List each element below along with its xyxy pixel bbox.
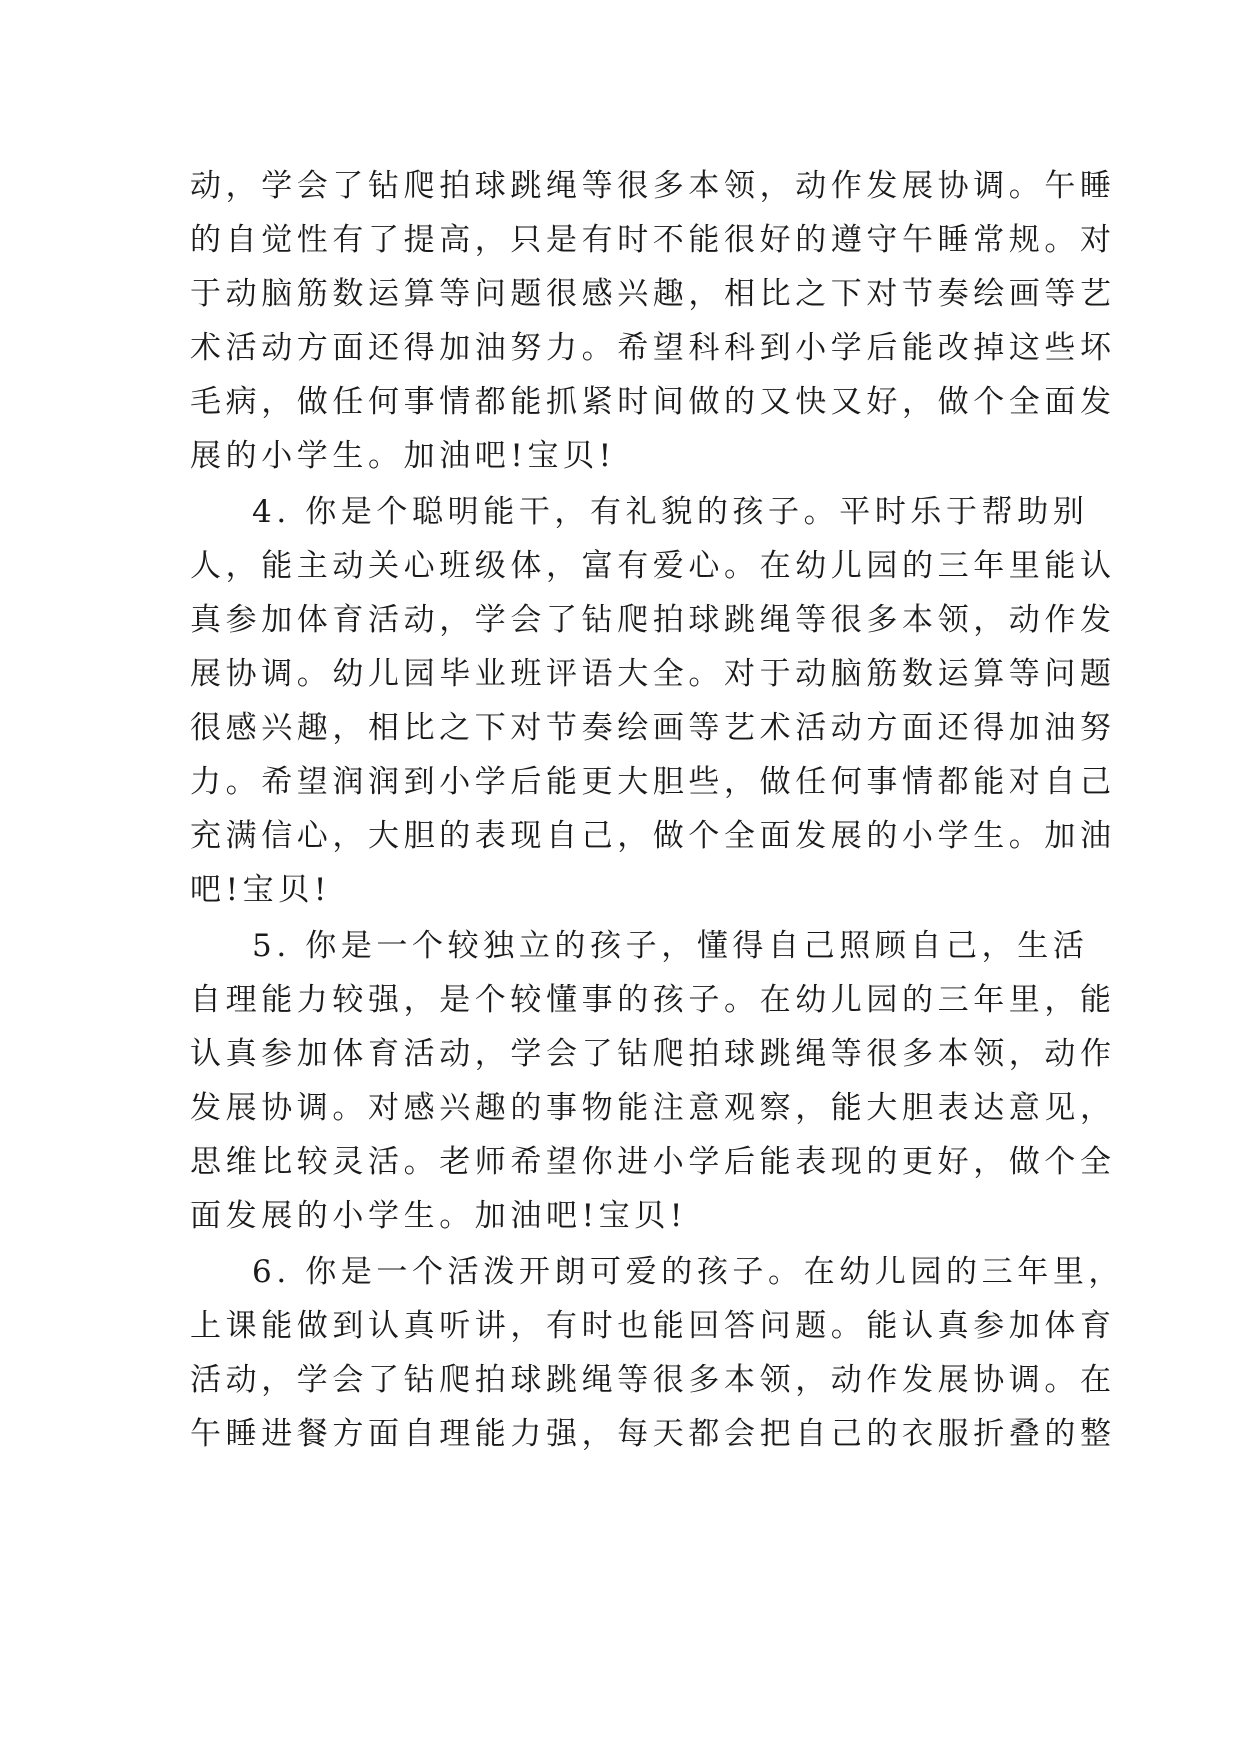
text-line: 毛病，做任何事情都能抓紧时间做的又快又好，做个全面发	[190, 384, 1116, 420]
text-line: 于动脑筋数运算等问题很感兴趣，相比之下对节奏绘画等艺	[190, 276, 1116, 312]
text-line: 充满信心，大胆的表现自己，做个全面发展的小学生。加油	[190, 818, 1116, 854]
paragraph-6-first-line: 6. 你是一个活泼开朗可爱的孩子。在幼儿园的三年里，	[252, 1254, 1125, 1290]
text-line: 很感兴趣，相比之下对节奏绘画等艺术活动方面还得加油努	[190, 710, 1116, 746]
text-line: 力。希望润润到小学后能更大胆些，做任何事情都能对自己	[190, 764, 1116, 800]
paragraph-4-first-line: 4. 你是个聪明能干，有礼貌的孩子。平时乐于帮助别	[252, 494, 1089, 530]
text-line: 的自觉性有了提高，只是有时不能很好的遵守午睡常规。对	[190, 222, 1116, 258]
text-line: 术活动方面还得加油努力。希望科科到小学后能改掉这些坏	[190, 330, 1116, 366]
text-line: 展的小学生。加油吧!宝贝!	[190, 438, 616, 474]
text-line: 自理能力较强，是个较懂事的孩子。在幼儿园的三年里，能	[190, 982, 1116, 1018]
text-line: 动，学会了钻爬拍球跳绳等很多本领，动作发展协调。午睡	[190, 168, 1116, 204]
paragraph-5-first-line: 5. 你是一个较独立的孩子，懂得自己照顾自己，生活	[252, 928, 1089, 964]
text-line: 思维比较灵活。老师希望你进小学后能表现的更好，做个全	[190, 1144, 1116, 1180]
text-line: 上课能做到认真听讲，有时也能回答问题。能认真参加体育	[190, 1308, 1116, 1344]
text-line: 活动，学会了钻爬拍球跳绳等很多本领，动作发展协调。在	[190, 1362, 1116, 1398]
text-line: 人，能主动关心班级体，富有爱心。在幼儿园的三年里能认	[190, 548, 1116, 584]
text-line: 认真参加体育活动，学会了钻爬拍球跳绳等很多本领，动作	[190, 1036, 1116, 1072]
text-line: 面发展的小学生。加油吧!宝贝!	[190, 1198, 687, 1234]
text-line: 发展协调。对感兴趣的事物能注意观察，能大胆表达意见，	[190, 1090, 1116, 1126]
text-line: 真参加体育活动，学会了钻爬拍球跳绳等很多本领，动作发	[190, 602, 1116, 638]
text-line: 展协调。幼儿园毕业班评语大全。对于动脑筋数运算等问题	[190, 656, 1116, 692]
text-line: 吧!宝贝!	[190, 872, 331, 908]
text-line: 午睡进餐方面自理能力强，每天都会把自己的衣服折叠的整	[190, 1416, 1116, 1452]
